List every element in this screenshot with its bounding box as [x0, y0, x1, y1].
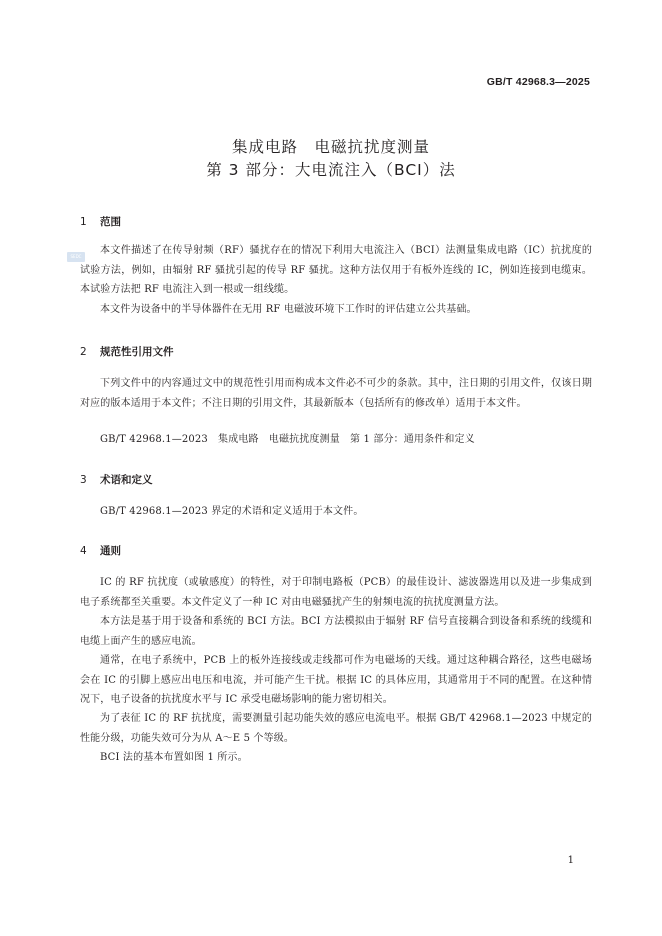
paragraph: BCI 法的基本布置如图 1 所示。: [100, 752, 248, 763]
section-title: 术语和定义: [100, 474, 153, 486]
document-title-line2: 第 3 部分：大电流注入（BCI）法: [206, 161, 456, 179]
standard-number: GB/T 42968.3—2025: [486, 76, 590, 88]
section-title: 规范性引用文件: [100, 346, 174, 358]
section-number: 4: [80, 545, 87, 557]
section-heading-normative-references: [80, 344, 174, 359]
section-heading-general: [80, 543, 121, 558]
paragraph: 本方法是基于用于设备和系统的 BCI 方法。BCI 方法模拟由于辐射 RF 信号直接耦合到设备和系统的线缆和电缆上面产生的感应电流。: [80, 616, 592, 647]
section-heading-scope: [80, 214, 121, 229]
section-number: 3: [80, 474, 87, 486]
page-number: 1: [567, 855, 574, 866]
paragraph: 本文件描述了在传导射频（RF）骚扰存在的情况下利用大电流注入（BCI）法测量集成电路（IC）抗扰度的试验方法，例如，由辐射 RF 骚扰引起的传导 RF 骚扰。这种方法仅用于有板外连线的 IC，例如连接到电缆束。本试验方法把 RF 电流注入到一根或一组线缆。: [80, 245, 592, 295]
section-number: 2: [80, 346, 87, 358]
paragraph: GB/T 42968.1—2023 界定的术语和定义适用于本文件。: [100, 506, 364, 517]
section-title: 范围: [100, 216, 121, 228]
logo-icon: SEDC: [67, 252, 85, 262]
reference-item: GB/T 42968.1—2023 集成电路 电磁抗扰度测量 第 1 部分：通用条件和定义: [100, 434, 475, 445]
paragraph: 本文件为设备中的半导体器件在无用 RF 电磁波环境下工作时的评估建立公共基础。: [100, 304, 477, 315]
paragraph: 为了表征 IC 的 RF 抗扰度，需要测量引起功能失效的感应电流电平。根据 GB/T 42968.1—2023 中规定的性能分级，功能失效可分为从 A～E 5 个等级。: [80, 713, 592, 744]
section-heading-terms: [80, 472, 153, 487]
section-title: 通则: [100, 545, 121, 557]
section-number: 1: [80, 216, 87, 228]
document-title-line1: 集成电路 电磁抗扰度测量: [231, 138, 430, 156]
paragraph: 通常，在电子系统中，PCB 上的板外连接线或走线都可作为电磁场的天线。通过这种耦合路径，这些电磁场会在 IC 的引脚上感应出电压和电流，并可能产生干扰。根据 IC 的具体应用，其通常用于不同的配置。在这种情况下，电子设备的抗扰度水平与 IC 承受电磁场影响的能力密切相关。: [80, 655, 592, 705]
paragraph: 下列文件中的内容通过文中的规范性引用而构成本文件必不可少的条款。其中，注日期的引用文件，仅该日期对应的版本适用于本文件；不注日期的引用文件，其最新版本（包括所有的修改单）适用于本文件。: [80, 378, 592, 409]
paragraph: IC 的 RF 抗扰度（或敏感度）的特性，对于印制电路板（PCB）的最佳设计、滤波器选用以及进一步集成到电子系统都至关重要。本文件定义了一种 IC 对由电磁骚扰产生的射频电流的抗扰度测量方法。: [80, 577, 592, 608]
